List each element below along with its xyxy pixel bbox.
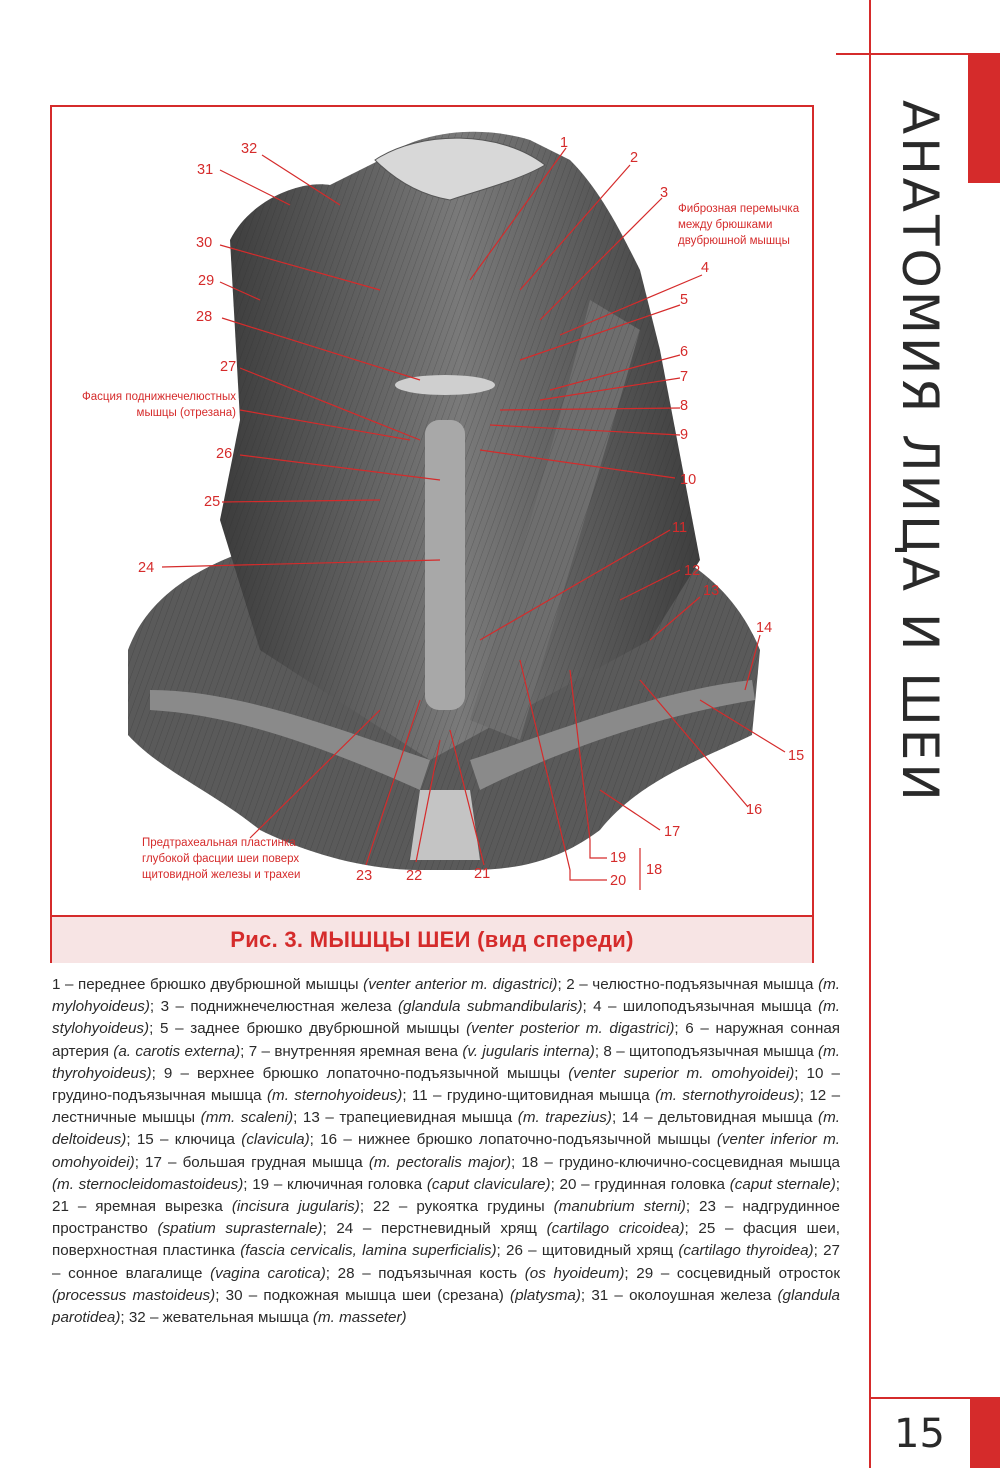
legend-latin-term: (m. masseter) [312, 1309, 407, 1327]
legend-latin-term: (m. pectoralis major) [368, 1153, 512, 1171]
legend-latin-term: (processus mastoideus) [52, 1286, 216, 1304]
section-title-text: АНАТОМИЯ ЛИЦА И ШЕИ [891, 100, 949, 804]
legend-text: ; 29 – сосцевидный отросток [624, 1264, 840, 1282]
label-10: 10 [680, 472, 697, 488]
legend-latin-term: (caput sternale) [729, 1175, 836, 1193]
label-27: 27 [220, 359, 237, 375]
legend-text: ; 16 – нижнее брюшко лопаточно-подъязычной мышцы [309, 1131, 717, 1149]
legend-text: ; 19 – ключичная головка [243, 1175, 427, 1193]
figure-caption: Рис. 3. МЫШЦЫ ШЕИ (вид спереди) [230, 927, 634, 952]
legend-latin-term: (os hyoideum) [524, 1264, 625, 1282]
annotation-pretracheal-line2: глубокой фасции шеи поверх [142, 853, 300, 865]
label-9: 9 [680, 427, 689, 443]
label-24: 24 [138, 560, 155, 576]
trachea [425, 420, 465, 710]
legend-text: ; 31 – околоушная железа [580, 1286, 778, 1304]
legend-text: ; 26 – щитовидный хрящ [496, 1242, 679, 1260]
legend-latin-term: (manubrium sterni) [553, 1198, 686, 1216]
label-1: 1 [560, 135, 569, 151]
legend-text: ; 18 – грудино-ключично-сосцевидная мышца [511, 1153, 841, 1171]
figure-legend-text [52, 974, 840, 1329]
legend-text: ; 5 – заднее брюшко двубрюшной мышцы [149, 1020, 467, 1038]
legend-latin-term: (venter anterior m. digastrici) [363, 976, 558, 993]
legend-text: ; 7 – внутренняя яремная вена [240, 1042, 463, 1060]
legend-text: ; 2 – челюстно-подъязычная мышца [557, 976, 819, 993]
hyoid-bone [395, 375, 495, 395]
legend-text: ; 24 – перстневидный хрящ [322, 1220, 547, 1238]
legend-latin-term: (fascia cervicalis, lamina superficialis) [240, 1242, 497, 1260]
label-15: 15 [788, 748, 805, 764]
legend-latin-term: (m. mylohyoideus) [52, 976, 841, 1016]
annotation-fibrous-line2: между брюшками [678, 219, 773, 231]
label-17: 17 [664, 824, 681, 840]
legend-text: ; 3 – поднижнечелюстная железа [149, 998, 398, 1016]
legend-text: ; 8 – щитоподъязычная мышца [594, 1042, 819, 1060]
annotation-fascia-line2: мышцы (отрезана) [136, 407, 236, 419]
legend-latin-term: (m. sternothyroideus) [655, 1087, 800, 1105]
figure-caption-bar [52, 915, 812, 963]
legend-text: ; 9 – верхнее брюшко лопаточно-подъязычной мышцы [151, 1064, 569, 1082]
legend-latin-term: (caput claviculare) [426, 1175, 551, 1193]
legend-latin-term: (m. stylohyoideus) [52, 998, 840, 1038]
label-13: 13 [703, 583, 720, 599]
label-16: 16 [746, 802, 763, 818]
legend-text: ; 32 – жевательная мышца [120, 1309, 313, 1327]
legend-latin-term: (glandula parotidea) [52, 1286, 840, 1327]
label-32: 32 [241, 141, 258, 157]
label-18: 18 [646, 862, 663, 878]
label-8: 8 [680, 398, 689, 414]
legend-text: ; 10 – грудино-подъязычная мышца [52, 1064, 840, 1105]
legend-text: ; 14 – дельтовидная мышца [611, 1109, 819, 1127]
legend-latin-term: (mm. scaleni) [200, 1109, 294, 1127]
legend-latin-term: (m. sternocleidomastoideus) [52, 1175, 244, 1193]
label-25: 25 [204, 494, 221, 510]
label-19: 19 [610, 850, 627, 866]
annotation-pretracheal-line1: Предтрахеальная пластинка [142, 837, 296, 849]
legend-latin-term: (cartilago thyroidea) [678, 1242, 814, 1260]
label-14: 14 [756, 620, 773, 636]
legend-latin-term: (v. jugularis interna) [462, 1042, 595, 1060]
legend-latin-term: (m. sternohyoideus) [266, 1087, 403, 1105]
legend-latin-term: (venter inferior m. omohyoidei) [52, 1131, 840, 1171]
legend-latin-term: (platysma) [510, 1286, 581, 1304]
legend-text: ; 4 – шилоподъязычная мышца [582, 998, 819, 1016]
label-20: 20 [610, 873, 627, 889]
legend-text: ; 15 – ключица [126, 1131, 242, 1149]
label-6: 6 [680, 344, 689, 360]
page-number: 15 [894, 1410, 945, 1457]
legend-text: ; 17 – большая грудная мышца [134, 1153, 369, 1171]
legend-latin-term: (spatium suprasternale) [157, 1220, 323, 1238]
label-29: 29 [198, 273, 215, 289]
anatomy-drawing [128, 132, 763, 870]
legend-latin-term: (cartilago cricoidea) [546, 1220, 685, 1238]
legend-latin-term: (m. trapezius) [517, 1109, 612, 1127]
legend-text: ; 20 – грудинная головка [550, 1175, 730, 1193]
label-2: 2 [630, 150, 639, 166]
legend-text: ; 22 – рукоятка грудины [359, 1198, 554, 1216]
label-26: 26 [216, 446, 233, 462]
annotation-fascia-line1: Фасция поднижнечелюстных [82, 391, 236, 403]
legend-latin-term: (vagina carotica) [210, 1264, 326, 1282]
legend-text: ; 27 – сонное влагалище [52, 1242, 840, 1282]
legend-latin-term: (m. deltoideus) [52, 1109, 840, 1149]
manubrium [410, 790, 480, 860]
label-30: 30 [196, 235, 213, 251]
label-3: 3 [660, 185, 669, 201]
annotation-pretracheal-line3: щитовидной железы и трахеи [142, 869, 301, 881]
legend-text: ; 12 – лестничные мышцы [52, 1087, 841, 1127]
label-4: 4 [701, 260, 710, 276]
label-22: 22 [406, 868, 423, 884]
annotation-fibrous-line1: Фиброзная перемычка [678, 203, 800, 215]
legend-latin-term: (clavicula) [241, 1131, 310, 1149]
label-5: 5 [680, 292, 689, 308]
legend-latin-term: (m. thyrohyoideus) [52, 1042, 840, 1082]
label-7: 7 [680, 369, 689, 385]
label-23: 23 [356, 868, 373, 884]
annotation-fibrous-line3: двубрюшной мышцы [678, 235, 790, 247]
legend-text: ; 6 – наружная сонная артерия [52, 1020, 840, 1060]
label-12: 12 [684, 563, 701, 579]
legend-text: ; 21 – яремная вырезка [52, 1175, 840, 1216]
label-11: 11 [672, 520, 688, 536]
legend-text: ; 28 – подъязычная кость [325, 1264, 525, 1282]
legend-text: ; 25 – фасция шеи, поверхностная пластинка [52, 1220, 840, 1260]
legend-latin-term: (glandula submandibularis) [397, 998, 583, 1016]
legend-latin-term: (a. carotis externa) [113, 1042, 241, 1060]
legend-latin-term: (venter posterior m. digastrici) [466, 1020, 675, 1038]
legend-latin-term: (venter superior m. omohyoidei) [568, 1064, 795, 1082]
legend-text: 1 – переднее брюшко двубрюшной мышцы [52, 976, 364, 993]
label-31: 31 [197, 162, 214, 178]
legend-text: ; 23 – надгрудинное пространство [52, 1198, 840, 1238]
label-21: 21 [474, 866, 491, 882]
legend-text: ; 13 – трапециевидная мышца [293, 1109, 518, 1127]
legend-text: ; 30 – подкожная мышца шеи (срезана) [215, 1286, 511, 1304]
legend-latin-term: (incisura jugularis) [231, 1198, 360, 1216]
label-28: 28 [196, 309, 213, 325]
legend-text: ; 11 – грудино-щитовидная мышца [402, 1087, 656, 1105]
